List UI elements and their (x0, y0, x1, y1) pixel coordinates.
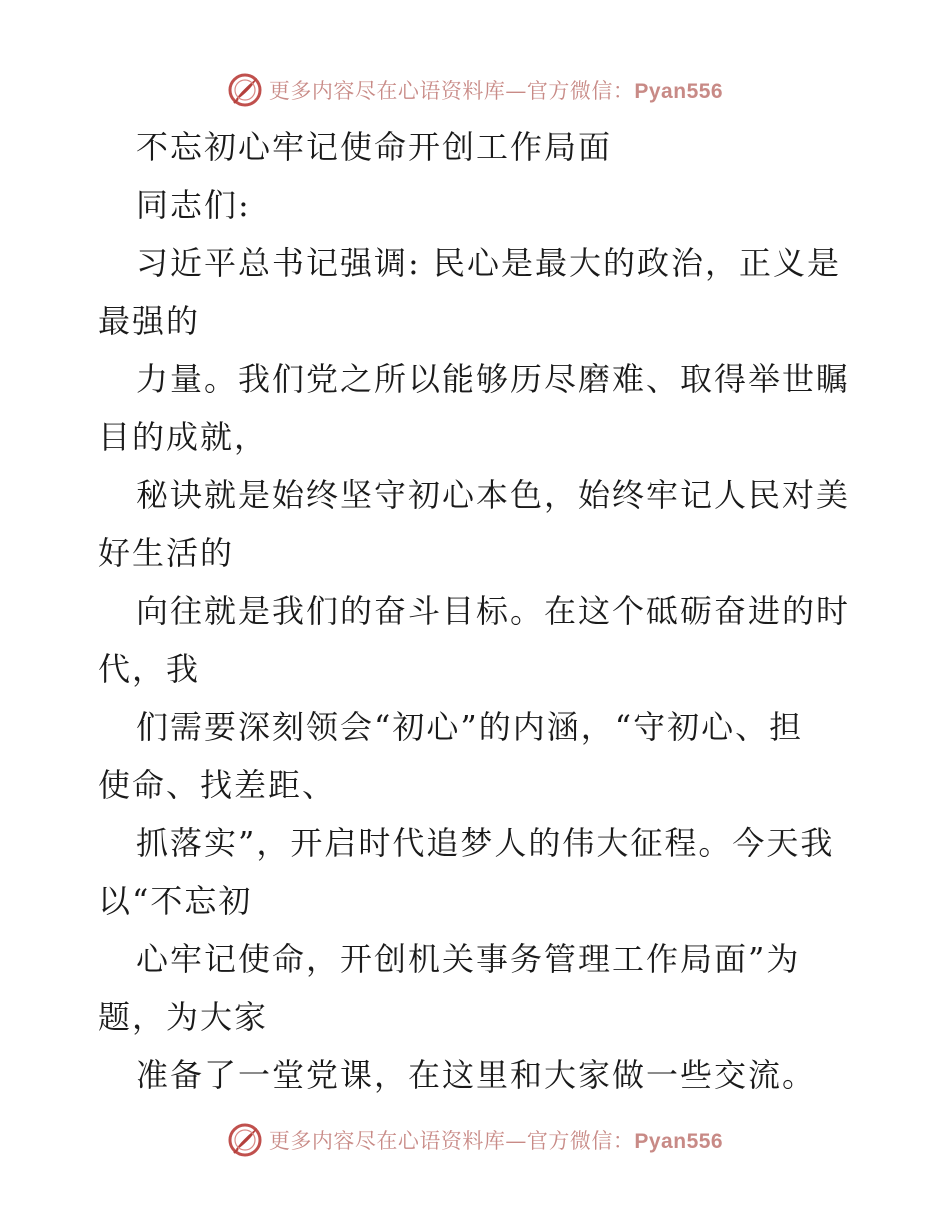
watermark-text (269, 75, 723, 105)
watermark-wechat-id: Pyan556 (634, 1130, 724, 1153)
watermark-text (269, 1125, 723, 1155)
watermark-brand: 更多内容尽在心语资料库—官方微信： (268, 79, 635, 103)
greeting: 同志们: (136, 186, 251, 224)
paragraph-line: 秘诀就是始终坚守初心本色，始终牢记人民对美 (136, 476, 851, 514)
paragraph-line: 力量。我们党之所以能够历尽磨难、取得举世瞩 (136, 360, 851, 398)
paragraph-line: 代，我 (98, 650, 201, 688)
watermark-wechat-id: Pyan556 (634, 80, 724, 103)
feather-seal-icon (227, 72, 263, 108)
watermark-brand: 更多内容尽在心语资料库—官方微信： (268, 1129, 635, 1153)
paragraph-line: 目的成就， (98, 418, 269, 456)
document-title: 不忘初心牢记使命开创工作局面 (136, 128, 613, 166)
paragraph-line: 最强的 (98, 302, 201, 340)
footer-watermark (0, 1120, 950, 1160)
header-watermark (0, 70, 950, 110)
paragraph-line: 抓落实”，开启时代追梦人的伟大征程。今天我 (136, 824, 835, 862)
paragraph-line: 准备了一堂党课，在这里和大家做一些交流。 (136, 1056, 817, 1094)
paragraph-line: 题，为大家 (98, 998, 269, 1036)
paragraph-line: 使命、找差距、 (98, 766, 337, 804)
paragraph-line: 们需要深刻领会“初心”的内涵，“守初心、担 (136, 708, 804, 746)
paragraph-line: 向往就是我们的奋斗目标。在这个砥砺奋进的时 (136, 592, 851, 630)
paragraph-line: 习近平总书记强调: 民心是最大的政治，正义是 (136, 244, 841, 282)
paragraph-line: 以“不忘初 (98, 882, 253, 920)
document-body (98, 118, 858, 1104)
feather-seal-icon (227, 1122, 263, 1158)
paragraph-line: 心牢记使命，开创机关事务管理工作局面”为 (136, 940, 801, 978)
paragraph-line: 好生活的 (98, 534, 235, 572)
